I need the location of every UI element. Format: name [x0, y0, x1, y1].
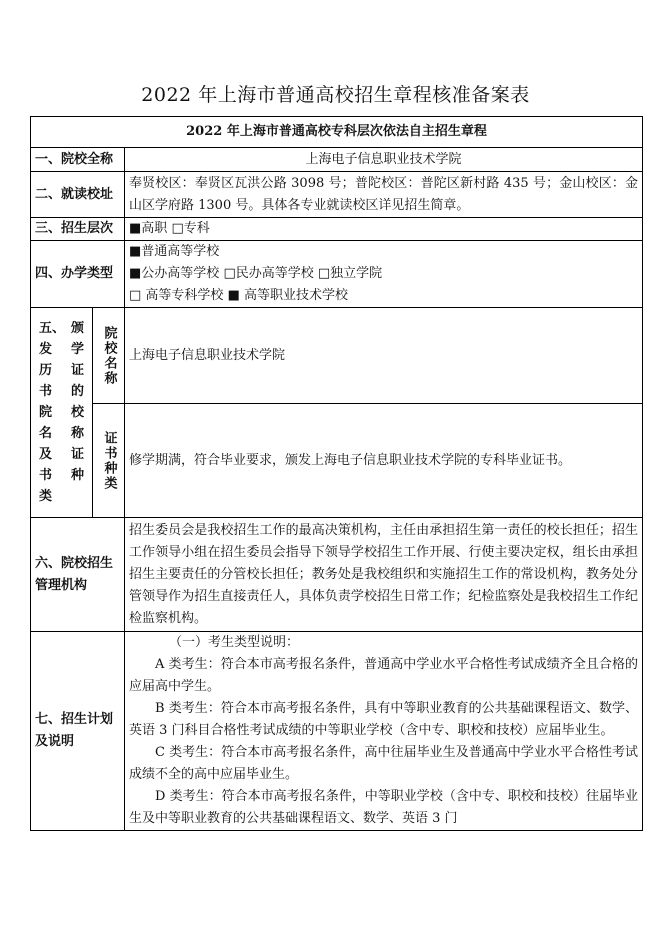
school-type-line-2: [129, 263, 638, 285]
diploma-label: [35, 318, 88, 507]
school-type-label: 四、办学类型: [31, 241, 125, 308]
diploma-school-name-value: 上海电子信息职业技术学院: [125, 308, 643, 404]
diploma-label-char: 发: [38, 342, 52, 357]
plan-paragraph-b: B 类考生：符合本市高考报名条件，具有中等职业教育的公共基础课程语文、数学、英语 3 门科目合格性考试成绩的中等职业学校（含中专、职校和技校）应届毕业生。: [129, 701, 639, 738]
plan-heading: （一）考生类型说明：: [169, 635, 300, 650]
diploma-label-cell: [31, 308, 93, 518]
page-title: 2022 年上海市普通高校招生章程核准备案表: [141, 84, 530, 106]
diploma-label-char: 称: [71, 426, 85, 441]
level-row: [31, 218, 643, 241]
diploma-label-char: 名: [38, 426, 52, 441]
diploma-label-char: 的: [71, 384, 85, 399]
subtitle-row: [31, 117, 643, 148]
plan-label: 七、招生计划及说明: [31, 632, 125, 831]
diploma-label-char: 种: [71, 468, 85, 483]
school-name-label: 一、院校全称: [31, 148, 125, 172]
school-type-vocational-tech: ■ 高等职业技术学校: [227, 288, 348, 303]
school-type-private: □民办高等学校: [223, 266, 314, 281]
filing-form-table: [30, 116, 643, 831]
diploma-type-label-cell: [93, 404, 125, 518]
diploma-label-char: 证: [71, 447, 85, 462]
diploma-school-name-label: 院校名称: [101, 325, 117, 386]
diploma-label-char: 历: [38, 363, 52, 378]
diploma-label-char: 学: [71, 342, 85, 357]
level-value: [125, 218, 643, 241]
campus-text: 奉贤校区：奉贤区瓦洪公路 3098 号；普陀校区：普陀区新村路 435 号；金山校区：金山区学府路 1300 号。具体各专业就读校区详见招生简章。: [129, 175, 639, 213]
management-label: 六、院校招生管理机构: [31, 518, 125, 632]
school-name-value: 上海电子信息职业技术学院: [125, 148, 643, 172]
school-type-line-1: ■普通高等学校: [129, 244, 220, 259]
management-text: 招生委员会是我校招生工作的最高决策机构，主任由承担招生第一责任的校长担任；招生工作领导小组在招生委员会指导下领导学校招生工作开展、行使主要决定权，组长由承担招生主要责任的分管校长担任；教务处是我校组织和实施招生工作的常设机构，教务处分管领导作为招生直接责任人，具体负责学校招生日常工作；纪检监察处是我校招生工作纪检监察机构。: [129, 522, 639, 626]
plan-value: [125, 632, 643, 831]
school-type-value: [125, 241, 643, 308]
plan-paragraph-c: C 类考生：符合本市高考报名条件，高中往届毕业生及普通高中学业水平合格性考试成绩不全的高中应届毕业生。: [129, 745, 639, 782]
school-type-line-3: [129, 285, 638, 307]
diploma-type-value: [125, 404, 643, 518]
plan-paragraph-a: A 类考生：符合本市高考报名条件，普通高中学业水平合格性考试成绩齐全且合格的应届高中学生。: [129, 657, 639, 694]
campus-row: [31, 172, 643, 218]
diploma-label-char: 书: [38, 384, 52, 399]
diploma-label-char: 及: [38, 447, 52, 462]
level-option-junior-college: □专科: [171, 221, 210, 236]
school-name-row: [31, 148, 643, 172]
diploma-label-char: 书: [38, 468, 52, 483]
diploma-type-row: [31, 404, 643, 518]
campus-value: [125, 172, 643, 218]
diploma-label-char: 证: [71, 363, 85, 378]
diploma-type-label: 证书种类: [101, 430, 117, 491]
diploma-type-text: 修学期满，符合毕业要求，颁发上海电子信息职业技术学院的专科毕业证书。: [129, 452, 572, 468]
level-option-vocational: ■高职: [129, 221, 168, 236]
school-type-junior-college: □ 高等专科学校: [129, 288, 224, 303]
plan-row: [31, 632, 643, 831]
campus-label: 二、就读校址: [31, 172, 125, 218]
diploma-label-char: 校: [71, 405, 85, 420]
form-subtitle: 2022 年上海市普通高校专科层次依法自主招生章程: [31, 117, 643, 148]
level-label: 三、招生层次: [31, 218, 125, 241]
management-value: [125, 518, 643, 632]
diploma-label-char: 颁: [71, 321, 85, 336]
school-type-row: [31, 241, 643, 308]
diploma-school-name-label-cell: [93, 308, 125, 404]
plan-paragraph-d: D 类考生：符合本市高考报名条件，中等职业学校（含中专、职校和技校）往届毕业生及中等职业教育的公共基础课程语文、数学、英语 3 门: [129, 789, 639, 826]
diploma-label-char: 五、: [38, 321, 65, 336]
diploma-name-row: [31, 308, 643, 404]
diploma-label-char: 类: [38, 489, 52, 504]
management-row: [31, 518, 643, 632]
school-type-public: ■公办高等学校: [129, 266, 220, 281]
diploma-label-char: 院: [38, 405, 52, 420]
school-type-independent: □独立学院: [317, 266, 383, 281]
